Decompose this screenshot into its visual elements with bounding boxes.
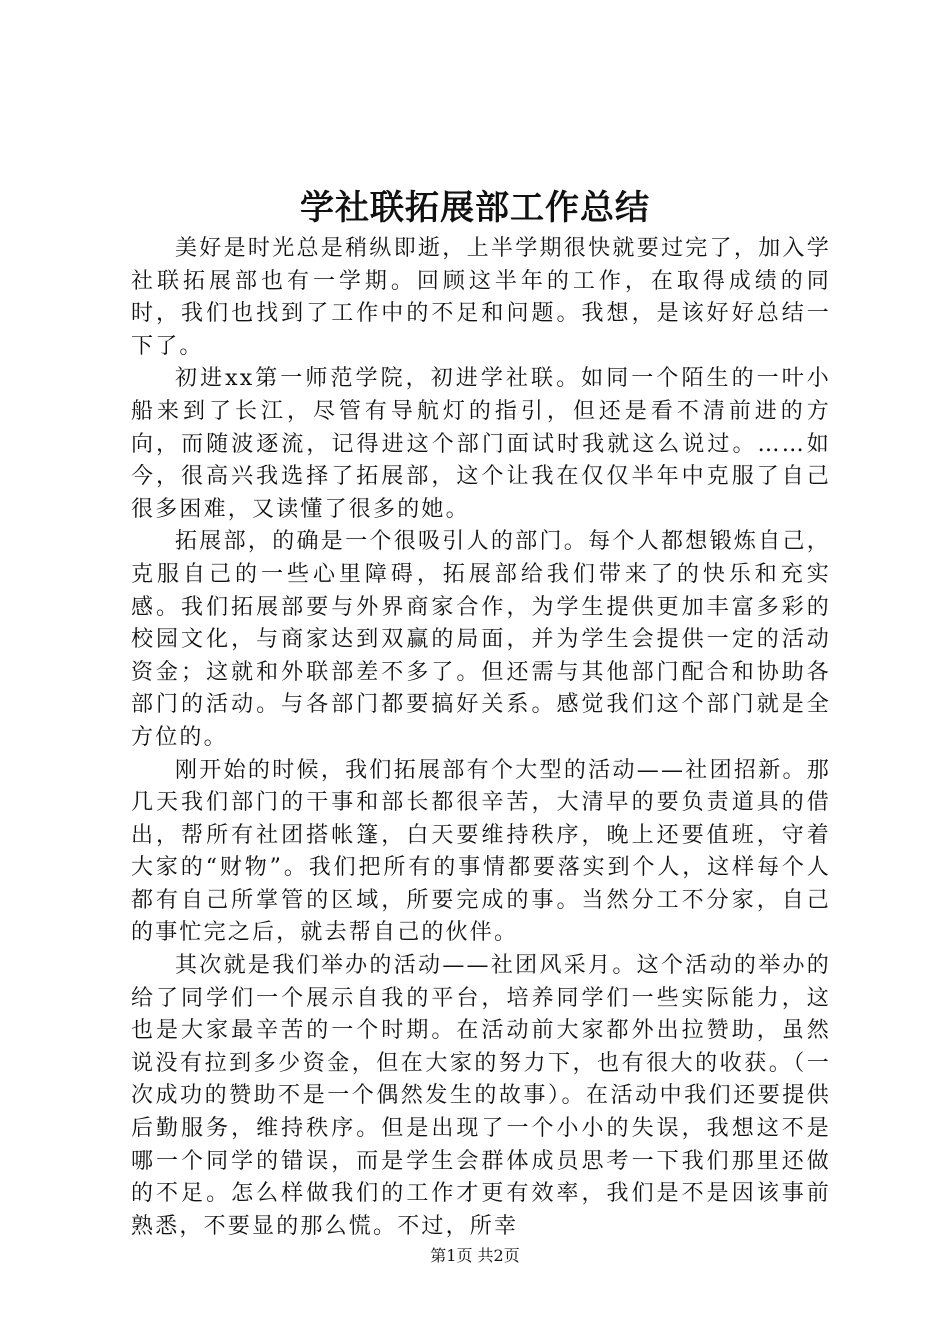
paragraph: 其次就是我们举办的活动——社团风采月。这个活动的举办的给了同学们一个展示自我的平台，培养同学们一些实际能力，这也是大家最辛苦的一个时期。在活动前大家都外出拉赞助，虽然说没有拉到多少资金，但在大家的努力下，也有很大的收获。（一次成功的赞助不是一个偶然发生的故事）。在活动中我们还要提供后勤服务，维持秩序。但是出现了一个小小的失误，我想这不是哪一个同学的错误，而是学生会群体成员思考一下我们那里还做的不足。怎么样做我们的工作才更有效率，我们是不是因该事前熟悉，不要显的那么慌。不过，所幸 bbox=[131, 953, 831, 1239]
paragraph: 初进xx第一师范学院，初进学社联。如同一个陌生的一叶小船来到了长江，尽管有导航灯的指引，但还是看不清前进的方向，而随波逐流，记得进这个部门面试时我就这么说过。……如今，很高兴我选择了拓展部，这个让我在仅仅半年中克服了自己很多困难，又读懂了很多的她。 bbox=[131, 366, 831, 522]
page-number-footer: 第1页 共2页 bbox=[430, 1246, 520, 1265]
paragraph: 美好是时光总是稍纵即逝，上半学期很快就要过完了，加入学社联拓展部也有一学期。回顾这半年的工作，在取得成绩的同时，我们也找到了工作中的不足和问题。我想，是该好好总结一下了。 bbox=[131, 236, 831, 359]
paragraph: 拓展部，的确是一个很吸引人的部门。每个人都想锻炼自己，克服自己的一些心里障碍，拓展部给我们带来了的快乐和充实感。我们拓展部要与外界商家合作，为学生提供更加丰富多彩的校园文化，与商家达到双赢的局面，并为学生会提供一定的活动资金；这就和外联部差不多了。但还需与其他部门配合和协助各部门的活动。与各部门都要搞好关系。感觉我们这个部门就是全方位的。 bbox=[131, 529, 831, 750]
document-body bbox=[131, 233, 831, 1243]
document-title: 学社联拓展部工作总结 bbox=[300, 188, 650, 228]
paragraph: 刚开始的时候，我们拓展部有个大型的活动——社团招新。那几天我们部门的干事和部长都很辛苦，大清早的要负责道具的借出，帮所有社团搭帐篷，白天要维持秩序，晚上还要值班，守着大家的“财物”。我们把所有的事情都要落实到个人，这样每个人都有自己所掌管的区域，所要完成的事。当然分工不分家，自己的事忙完之后，就去帮自己的伙伴。 bbox=[131, 757, 831, 946]
